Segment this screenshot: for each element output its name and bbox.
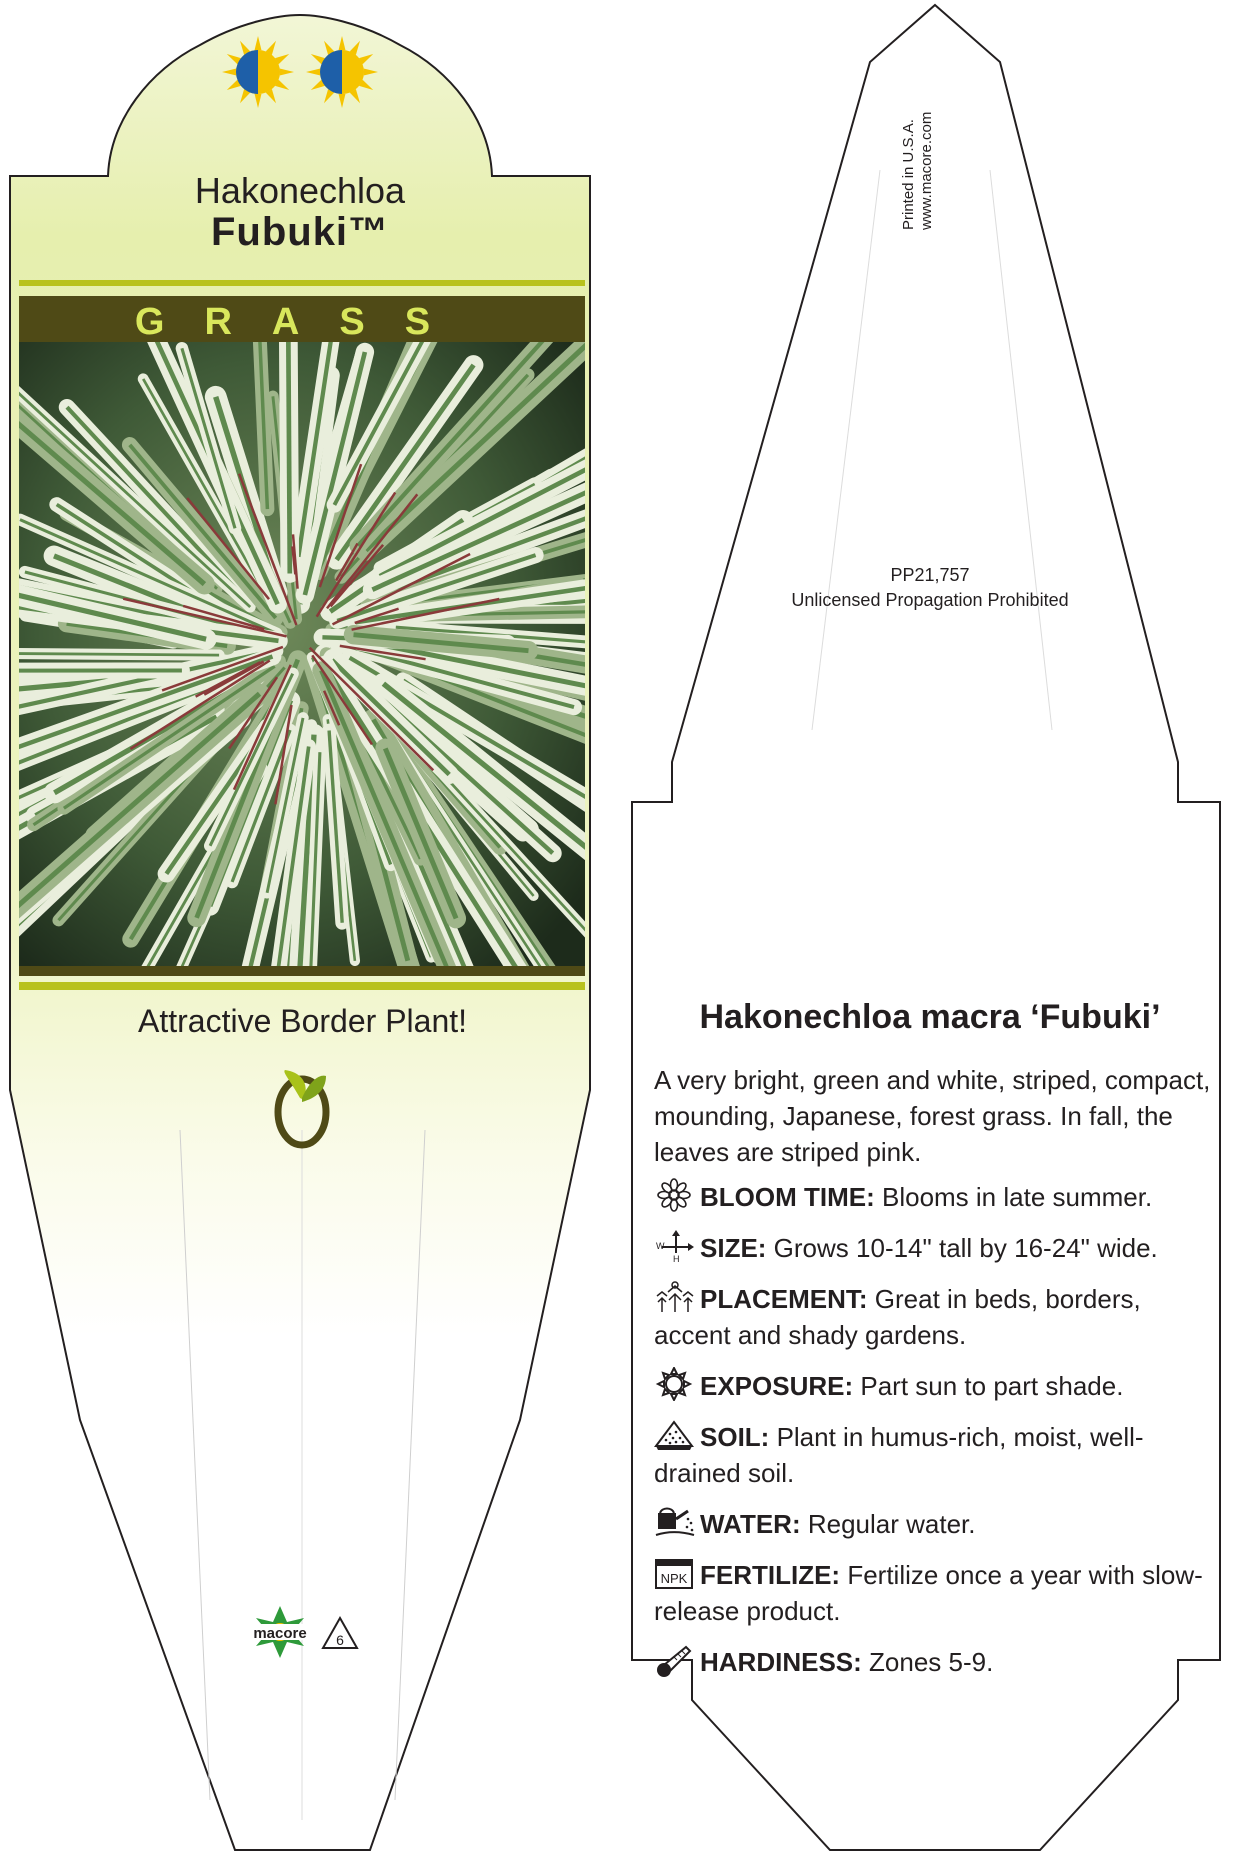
attribute-placement [654, 1280, 1222, 1353]
attribute-text: Grows 10-14" tall by 16-24" wide. [766, 1233, 1158, 1263]
flower-icon [654, 1178, 696, 1212]
printed-in-note [900, 70, 936, 230]
size-w-letter: W [656, 1241, 665, 1251]
attribute-label: BLOOM TIME: [700, 1182, 875, 1212]
attribute-text: Great in beds, borders, accent and shady gardens. [654, 1284, 1141, 1350]
placement-plants-icon [654, 1280, 696, 1314]
common-name: Hakonechloa [194, 170, 406, 211]
patent-notice [700, 563, 1160, 613]
attribute-hardiness [654, 1643, 1222, 1680]
attribute-label: SOIL: [700, 1422, 770, 1452]
botanical-name: Hakonechloa macra ‘Fubuki’ [699, 998, 1161, 1036]
attribute-text: Blooms in late summer. [874, 1182, 1153, 1212]
attribute-label: HARDINESS: [700, 1647, 862, 1677]
care-attributes [654, 1178, 1222, 1694]
attribute-text: Fertilize once a year with slow-release product. [654, 1560, 1203, 1626]
propagation-notice: Unlicensed Propagation Prohibited [791, 590, 1069, 610]
patent-number: PP21,757 [890, 565, 970, 585]
website: www.macore.com [918, 111, 935, 230]
tagline: Attractive Border Plant! [137, 1003, 468, 1039]
attribute-water [654, 1505, 1222, 1542]
attribute-label: WATER: [700, 1509, 801, 1539]
attribute-label: EXPOSURE: [700, 1371, 854, 1401]
attribute-exposure [654, 1367, 1222, 1404]
size-h-letter: H [673, 1254, 680, 1263]
attribute-bloom-time [654, 1178, 1222, 1215]
attribute-label: SIZE: [700, 1233, 767, 1263]
attribute-text: Regular water. [800, 1509, 976, 1539]
attribute-text: Plant in humus-rich, moist, well-drained soil. [654, 1422, 1144, 1488]
attribute-fertilize [654, 1556, 1222, 1629]
attribute-soil [654, 1418, 1222, 1491]
attribute-label: PLACEMENT: [700, 1284, 868, 1314]
watering-can-icon [654, 1505, 696, 1539]
svg-text:6: 6 [336, 1632, 344, 1648]
attribute-text: Zones 5-9. [861, 1647, 994, 1677]
sun-outline-icon [654, 1367, 696, 1401]
attribute-text: Part sun to part shade. [853, 1371, 1124, 1401]
soil-mound-icon [654, 1418, 696, 1452]
macore-logo-text: macore [253, 1625, 307, 1642]
thermometer-icon [654, 1643, 696, 1677]
npk-icon [654, 1556, 696, 1590]
size-arrows-icon [654, 1229, 696, 1263]
npk-letters: NPK [660, 1571, 688, 1586]
attribute-label: FERTILIZE: [700, 1560, 841, 1590]
trade-name: Fubuki™ [210, 210, 390, 254]
plant-description: A very bright, green and white, striped, compact, mounding, Japanese, forest grass. In fall, the leaves are striped pink. [654, 1065, 1211, 1167]
attribute-size [654, 1229, 1222, 1266]
category-banner: GRASS [134, 301, 471, 343]
printed-line: Printed in U.S.A. [900, 119, 917, 230]
